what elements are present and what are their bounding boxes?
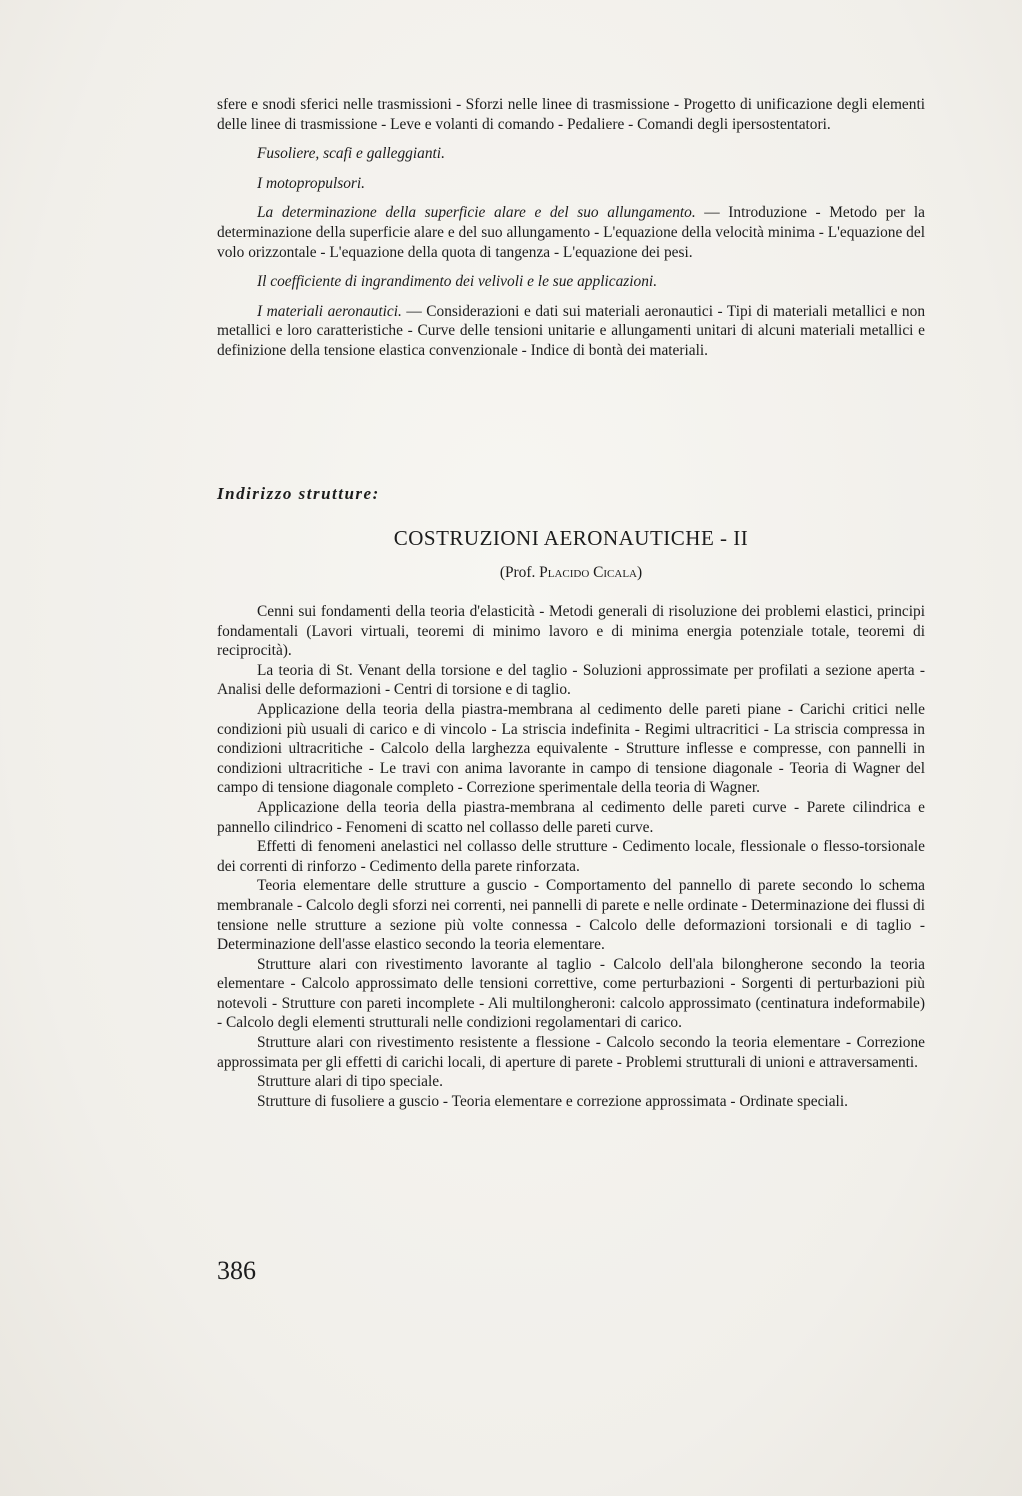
course-syllabus xyxy=(217,602,925,1111)
section-heading: Indirizzo strutture: xyxy=(217,484,380,503)
professor-prefix: (Prof. xyxy=(499,564,540,581)
italic-topic: Il coefficiente di ingrandimento dei velivoli e le sue applicazioni. xyxy=(257,273,658,291)
syllabus-paragraph: Strutture alari con rivestimento resistente a flessione - Calcolo secondo la teoria elementare - Correzione approssimata per gli effetti di carichi locali, di aperture di parete - Problemi strutturali di unioni e attraversamenti. xyxy=(217,1034,925,1071)
syllabus-paragraph: Applicazione della teoria della piastra-membrana al cedimento delle pareti piane - Carichi critici nelle condizioni più usuali di carico e di vincolo - La striscia indefinita - Regimi ultracritici - La striscia compressa in condizioni ultracritiche - Calcolo della larghezza equivalente - Strutture inflesse e compresse, con pannelli in condizioni ultracritiche - Le travi con anima lavorante in campo di tensione diagonale - Teoria di Wagner del campo di tensione diagonale completo - Correzione sperimentale della teoria di Wagner. xyxy=(217,700,925,797)
course-title: COSTRUZIONI AERONAUTICHE - II xyxy=(393,526,749,550)
syllabus-paragraph: Effetti di fenomeni anelastici nel collasso delle strutture - Cedimento locale, flessionale o flesso-torsionale dei correnti di rinforzo - Cedimento della parete rinforzata. xyxy=(217,838,925,875)
top-section xyxy=(217,95,925,361)
paragraph xyxy=(217,203,925,262)
paragraph xyxy=(217,144,925,164)
paragraph: sfere e snodi sferici nelle trasmissioni - Sforzi nelle linee di trasmissione - Progetto di unificazione degli elementi delle linee di trasmissione - Leve e volanti di comando - Pedaliere - Comandi degli ipersostentatori. xyxy=(217,96,925,133)
italic-topic: Fusoliere, scafi e galleggianti. xyxy=(257,145,445,163)
paragraph xyxy=(217,174,925,194)
syllabus-paragraph: Strutture alari di tipo speciale. xyxy=(257,1073,443,1091)
syllabus-paragraph: Strutture alari con rivestimento lavorante al taglio - Calcolo dell'ala bilongherone secondo la teoria elementare - Calcolo approssimato delle tensioni correttive, come perturbazioni - Sorgenti di perturbazioni più notevoli - Strutture con pareti incomplete - Ali multilongheroni: calcolo approssimato (centinatura indeformabile) - Calcolo degli elementi strutturali nelle condizioni regolamentari di carico. xyxy=(217,955,925,1032)
syllabus-paragraph: Cenni sui fondamenti della teoria d'elasticità - Metodi generali di risoluzione dei problemi elastici, principi fondamentali (Lavori virtuali, teoremi di minimo lavoro e di minima energia potenziale totale, teoremi di reciprocità). xyxy=(217,603,925,660)
italic-topic: La determinazione della superficie alare e del suo allungamento. xyxy=(257,204,696,222)
syllabus-paragraph: Teoria elementare delle strutture a guscio - Comportamento del pannello di parete secondo lo schema membranale - Calcolo degli sforzi nei correnti, nei pannelli di parete e nelle ordinate - Determinazione dei flussi di tensione nelle strutture a sezione più volte connessa - Calcolo delle deformazioni torsionali e di taglio - Determinazione dell'asse elastico secondo la teoria elementare. xyxy=(217,877,925,954)
professor-suffix: ) xyxy=(637,564,643,581)
italic-topic: I motopropulsori. xyxy=(257,174,366,192)
professor-line xyxy=(217,564,925,582)
syllabus-paragraph: Applicazione della teoria della piastra-membrana al cedimento delle pareti curve - Parete cilindrica e pannello cilindrico - Fenomeni di scatto nel collasso delle pareti curve. xyxy=(217,798,925,836)
paragraph xyxy=(217,302,925,361)
page-number: 386 xyxy=(217,1256,256,1285)
paragraph-text: — Introduzione - Metodo per la determinazione della superficie alare e del suo allungamento - L'equazione della velocità minima - L'equazione del volo orizzontale - L'equazione della quota di tangenza - L'equazione dei pesi. xyxy=(217,204,925,261)
syllabus-paragraph: Strutture di fusoliere a guscio - Teoria elementare e correzione approssimata - Ordinate speciali. xyxy=(257,1092,848,1110)
professor-name: Placido Cicala xyxy=(539,564,638,581)
paragraph xyxy=(217,272,925,292)
syllabus-paragraph: La teoria di St. Venant della torsione e del taglio - Soluzioni approssimate per profilati a sezione aperta - Analisi delle deformazioni - Centri di torsione e di taglio. xyxy=(217,661,925,699)
paragraph-text: — Considerazioni e dati sui materiali aeronautici - Tipi di materiali metallici e non metallici e loro caratteristiche - Curve delle tensioni unitarie e allungamenti unitari di alcuni materiali metallici e definizione della tensione elastica convenzionale - Indice di bontà dei materiali. xyxy=(217,302,926,359)
italic-topic: I materiali aeronautici. xyxy=(257,302,402,320)
